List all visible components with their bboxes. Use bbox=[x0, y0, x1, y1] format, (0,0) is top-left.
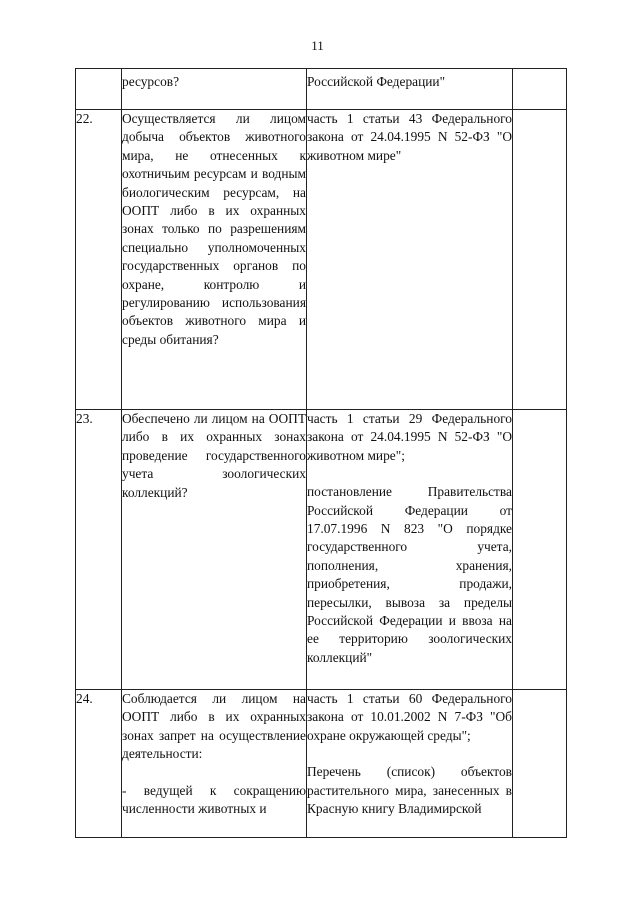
question-text: Соблюдается ли лицом на ООПТ либо в их охранных зонах запрет на осуществление деятельности: bbox=[122, 691, 306, 762]
empty-cell bbox=[513, 110, 567, 410]
reference-cell bbox=[307, 690, 513, 838]
question-cell bbox=[122, 410, 307, 690]
page-number: 11 bbox=[311, 38, 324, 53]
reference-cell bbox=[307, 110, 513, 410]
table-row bbox=[76, 690, 567, 838]
row-number-cell: 22. bbox=[76, 110, 122, 410]
question-text: Обеспечено ли лицом на ООПТ либо в их охранных зонах проведение государственного учета зоологических коллекций? bbox=[122, 411, 306, 500]
reference-text: часть 1 статьи 43 Федерального закона от 24.04.1995 N 52-ФЗ "О животном мире" bbox=[307, 111, 512, 163]
reference-text: часть 1 статьи 60 Федерального закона от 10.01.2002 N 7-ФЗ "Об охране окружающей среды"; bbox=[307, 691, 512, 743]
requirements-table bbox=[75, 68, 567, 838]
question-cell bbox=[122, 110, 307, 410]
question-text: Осуществляется ли лицом добыча объектов животного мира, не отнесенных к охотничьим ресурсам и водным биологическим ресурсам, на ООПТ либо в их охранных зонах только по разрешениям специально уполномоченных государственных органов по охране, контролю и регулированию использования объектов животного мира и среды обитания? bbox=[122, 111, 306, 347]
row-number-cell: 23. bbox=[76, 410, 122, 690]
row-number-cell bbox=[76, 69, 122, 110]
reference-text: постановление Правительства Российской Федерации от 17.07.1996 N 823 "О порядке государственного учета, пополнения, хранения, приобретения, продажи, пересылки, вывоза за пределы Российской Федерации и ввоза на ее территорию зоологических коллекций" bbox=[307, 484, 512, 665]
empty-cell bbox=[513, 410, 567, 690]
table-row bbox=[76, 110, 567, 410]
question-cell bbox=[122, 690, 307, 838]
reference-text: часть 1 статьи 29 Федерального закона от 24.04.1995 N 52-ФЗ "О животном мире"; bbox=[307, 411, 512, 463]
reference-cell bbox=[307, 69, 513, 110]
table-row bbox=[76, 69, 567, 110]
row-number-cell: 24. bbox=[76, 690, 122, 838]
empty-cell bbox=[513, 690, 567, 838]
reference-text: Перечень (список) объектов растительного мира, занесенных в Красную книгу Владимирской bbox=[307, 764, 512, 817]
reference-cell bbox=[307, 410, 513, 690]
question-cell bbox=[122, 69, 307, 110]
question-text: ресурсов? bbox=[122, 74, 180, 89]
reference-text: Российской Федерации" bbox=[307, 74, 446, 89]
empty-cell bbox=[513, 69, 567, 110]
question-list-item: - ведущей к сокращению численности животных и bbox=[122, 782, 306, 817]
table-row bbox=[76, 410, 567, 690]
